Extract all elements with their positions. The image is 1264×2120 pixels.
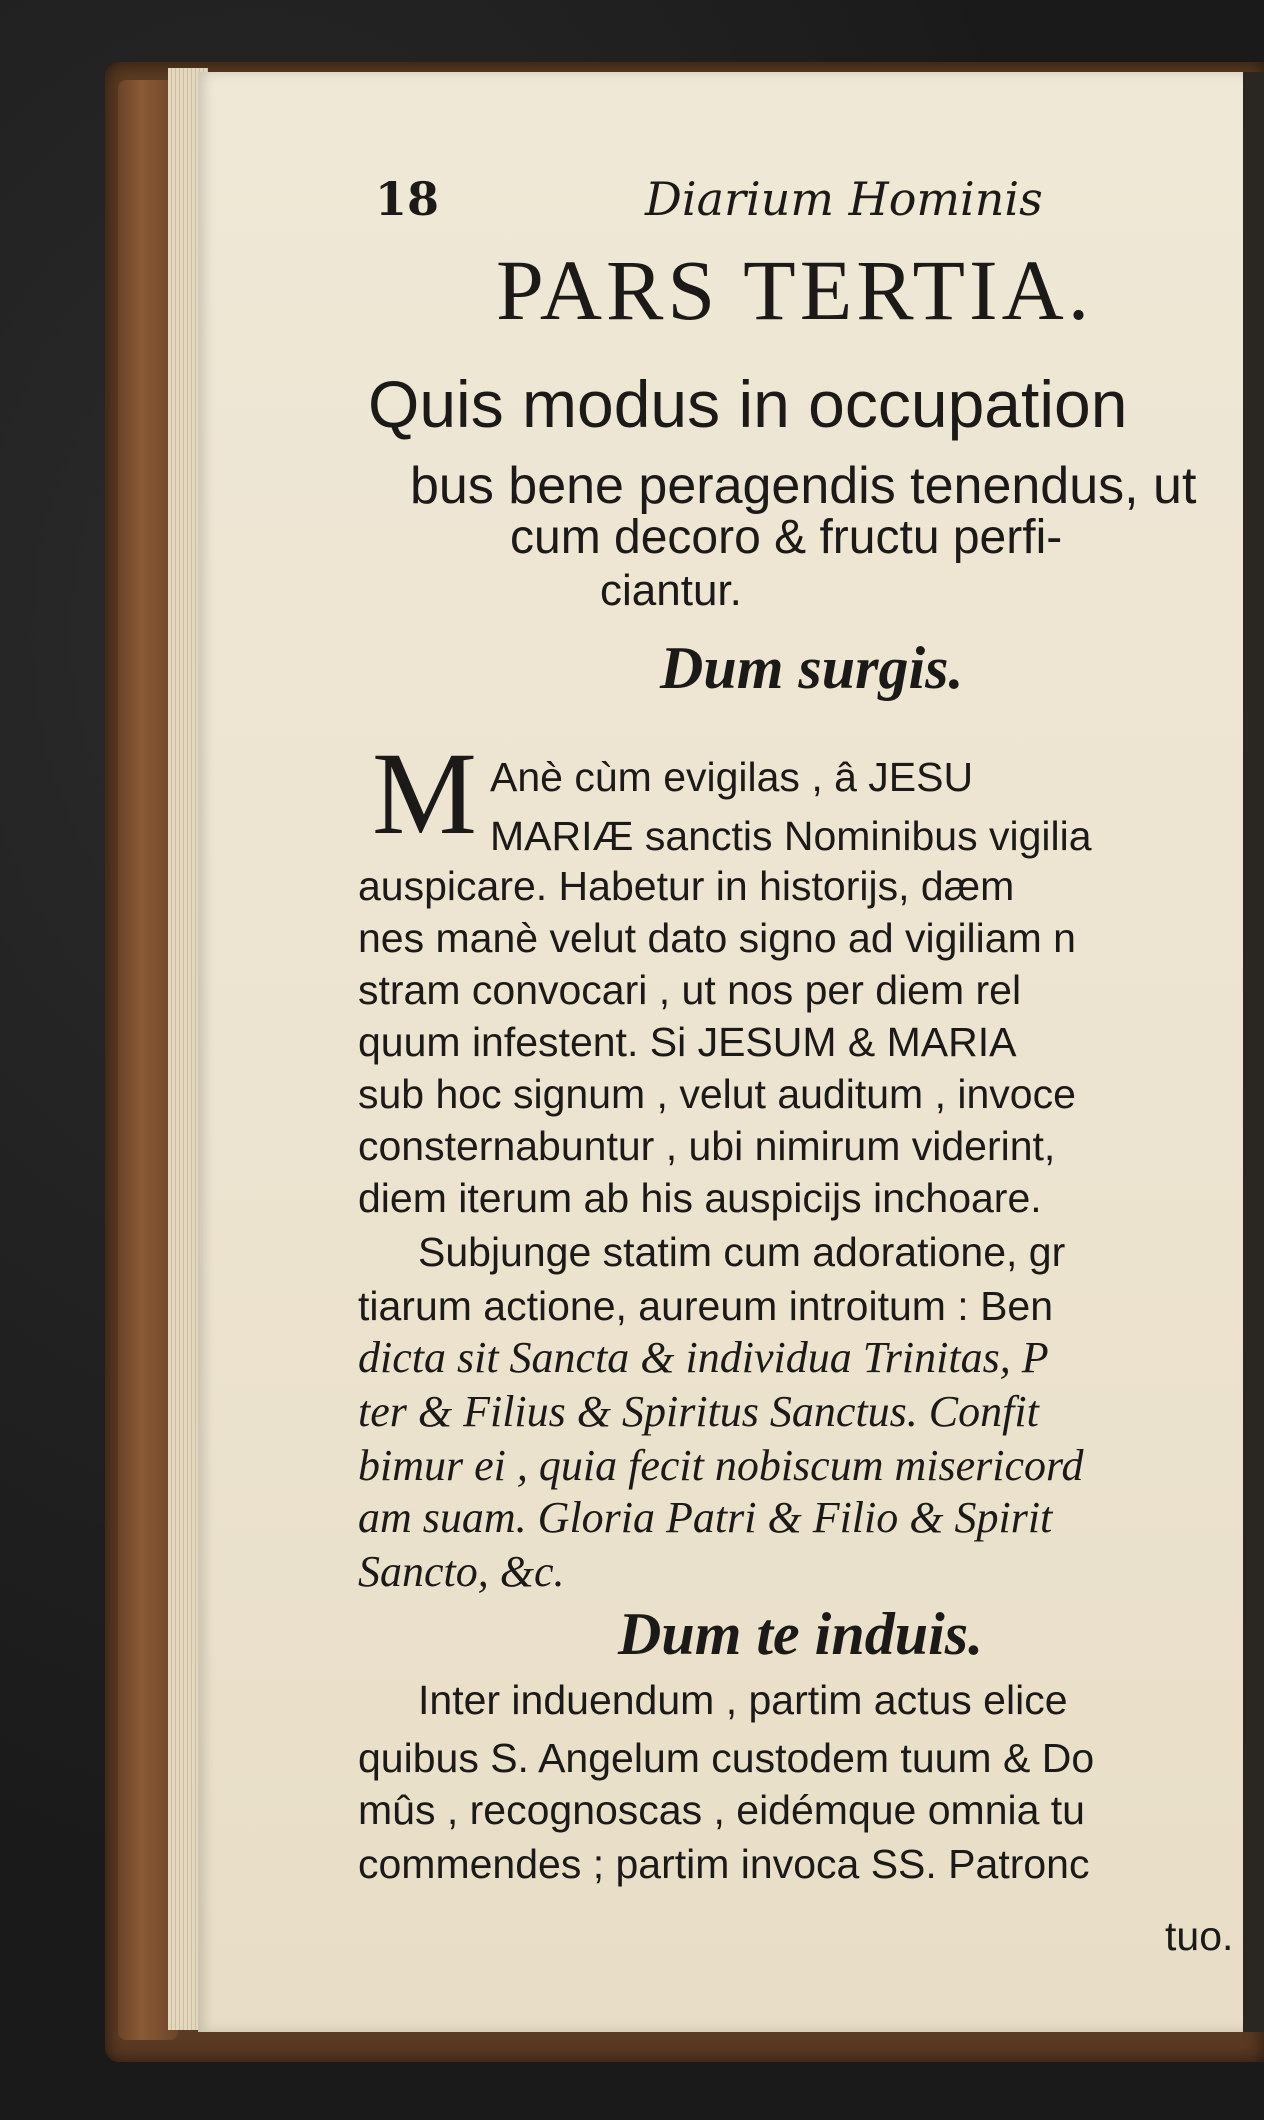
paragraph-line-italic: dicta sit Sancta & individua Trinitas, P [358,1333,1049,1382]
paragraph-line: Anè cùm evigilas , â JESU [490,754,974,800]
paragraph-line: Subjunge statim cum adoratione, gr [418,1229,1066,1275]
section-title: PARS TERTIA. [496,242,1094,338]
heading-line: bus bene peragendis tenendus, ut [410,457,1197,515]
paragraph-line: consternabuntur , ubi nimirum viderint, [358,1123,1056,1169]
subheading-dum-surgis: Dum surgis. [660,635,964,701]
paragraph-line: stram convocari , ut nos per diem rel [358,967,1022,1013]
paragraph-line-italic: bimur ei , quia fecit nobiscum misericord [358,1441,1084,1490]
drop-cap: M [372,728,477,859]
heading-line: cum decoro & fructu perfi- [510,511,1063,564]
heading-line: Quis modus in occupation [368,367,1128,441]
paragraph-line: auspicare. Habetur in historijs, dæm [358,863,1015,909]
paragraph-line: quum infestent. Si JESUM & MARIA [358,1019,1017,1065]
catchword: tuo. [1165,1913,1234,1959]
running-head: Diarium Hominis [645,172,1043,226]
paragraph-line: tiarum actione, aureum introitum : Ben [358,1283,1054,1329]
paragraph-line: Inter induendum , partim actus elice [418,1677,1068,1723]
paragraph-line: mûs , recognoscas , eidémque omnia tu [358,1787,1085,1833]
paragraph-line-italic: am suam. Gloria Patri & Filio & Spirit [358,1493,1053,1542]
paragraph-line: sub hoc signum , velut auditum , invoce [358,1071,1076,1117]
heading-line: ciantur. [600,566,742,615]
paragraph-line: MARIÆ sanctis Nominibus vigilia [490,813,1092,859]
page-number: 18 [375,172,440,226]
paragraph-line: commendes ; partim invoca SS. Patronc [358,1841,1090,1887]
subheading-dum-te-induis: Dum te induis. [618,1601,984,1667]
paragraph-line-italic: ter & Filius & Spiritus Sanctus. Confit [358,1387,1039,1436]
paragraph-line-italic: Sancto, &c. [358,1547,565,1596]
paragraph-line: nes manè velut dato signo ad vigiliam n [358,915,1076,961]
paragraph-line: quibus S. Angelum custodem tuum & Do [358,1735,1095,1781]
gutter-shadow [1243,72,1264,2032]
paragraph-line: diem iterum ab his auspicijs inchoare. [358,1175,1042,1221]
